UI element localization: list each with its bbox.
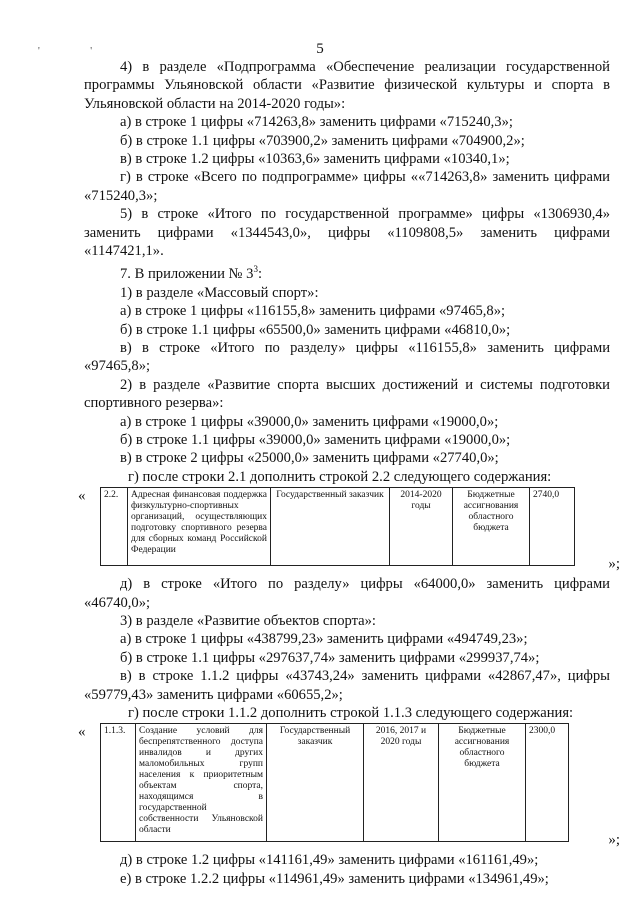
cell-years: 2014-2020 годы (390, 488, 453, 566)
cell-number: 1.1.3. (101, 724, 136, 842)
table-row-2-2 (100, 487, 575, 566)
item-3b: б) в строке 1.1 цифры «297637,74» заменить цифрами «299937,74»; (120, 649, 540, 666)
inserted-row-1-1-3 (78, 723, 620, 851)
item-2a: а) в строке 1 цифры «39000,0» заменить цифрами «19000,0»; (120, 413, 499, 430)
section-3: 3) в разделе «Развитие объектов спорта»: (120, 613, 376, 630)
paragraph-7 (84, 260, 610, 283)
item-1b: б) в строке 1.1 цифры «65500,0» заменить цифрами «46810,0»; (120, 321, 511, 338)
item-4b: б) в строке 1.1 цифры «703900,2» заменить цифрами «704900,2»; (120, 132, 525, 149)
paragraph-7-sup: 3 (253, 264, 258, 275)
paragraph-7-text: 7. В приложении № 3 (120, 266, 254, 283)
paragraph-7-colon: : (257, 266, 262, 283)
cell-customer: Государственный заказчик (267, 724, 364, 842)
close-quote: »; (608, 555, 620, 572)
cell-years: 2016, 2017 и 2020 годы (364, 724, 439, 842)
paragraph-4: 4) в разделе «Подпрограмма «Обеспечение реализации государственной программы Ульяновской области «Развитие физической культуры и спорта в Ульяновской области на 2014-2020 годы»: (84, 59, 610, 112)
close-quote: »; (608, 832, 620, 849)
document-body (78, 58, 620, 888)
cell-amount: 2740,0 (530, 488, 575, 566)
cell-description: Адресная финансовая поддержка физкультурно-спортивных организаций, осуществляющих подготовку спортивного резерва для сборных команд Российской Федерации (128, 488, 271, 566)
section-1: 1) в разделе «Массовый спорт»: (120, 284, 319, 301)
item-4d: г) в строке «Всего по подпрограмме» цифры ««714263,8» заменить цифрами «715240,3»; (84, 169, 610, 204)
item-4a: а) в строке 1 цифры «714263,8» заменить цифрами «715240,3»; (120, 114, 513, 131)
item-2e: д) в строке «Итого по разделу» цифры «64000,0» заменить цифрами «46740,0»; (84, 576, 610, 611)
paragraph-5: 5) в строке «Итого по государственной программе» цифры «1306930,4» заменить цифрами «1344543,0», цифры «1109808,5» заменить цифрами «1147421,1». (84, 206, 610, 260)
item-2c: в) в строке 2 цифры «25000,0» заменить цифрами «27740,0»; (120, 450, 499, 467)
item-3f: е) в строке 1.2.2 цифры «114961,49» заменить цифрами «134961,49»; (120, 870, 549, 887)
item-3c: в) в строке 1.1.2 цифры «43743,24» заменить цифрами «42867,47», цифры «59779,43» заменить цифрами «60655,2»; (84, 668, 610, 703)
cell-number: 2.2. (101, 488, 128, 566)
open-quote: « (78, 488, 86, 505)
item-3a: а) в строке 1 цифры «438799,23» заменить цифрами «494749,23»; (120, 631, 528, 648)
page-number: 5 (316, 41, 324, 57)
item-2b: б) в строке 1.1 цифры «39000,0» заменить цифрами «19000,0»; (120, 431, 511, 448)
section-2: 2) в разделе «Развитие спорта высших достижений и системы подготовки спортивного резерва»: (84, 376, 610, 412)
cell-amount: 2300,0 (526, 724, 569, 842)
item-4c: в) в строке 1.2 цифры «10363,6» заменить цифрами «10340,1»; (120, 151, 510, 168)
open-quote: « (78, 724, 86, 741)
item-1c: в) в строке «Итого по разделу» цифры «116155,8» заменить цифрами «97465,8»; (84, 339, 610, 375)
item-1a: а) в строке 1 цифры «116155,8» заменить цифрами «97465,8»; (120, 303, 506, 320)
cell-funding-source: Бюджетные ассигнования областного бюджета (453, 488, 530, 566)
item-3d: г) после строки 1.1.2 дополнить строкой 1.1.3 следующего содержания: (128, 705, 574, 722)
item-3e: д) в строке 1.2 цифры «141161,49» заменить цифрами «161161,49»; (120, 852, 539, 869)
inserted-row-2-2 (78, 487, 620, 575)
item-2d: г) после строки 2.1 дополнить строкой 2.2 следующего содержания: (128, 468, 552, 485)
cell-customer: Государственный заказчик (271, 488, 390, 566)
cell-funding-source: Бюджетные ассигнования областного бюджета (439, 724, 526, 842)
scan-specks: ' ' (38, 46, 117, 57)
cell-description: Создание условий для беспрепятственного доступа инвалидов и других маломобильных групп населения к приоритетным объектам спорта, находящимся в государственной собственности Ульяновской области (136, 724, 267, 842)
table-row-1-1-3 (100, 723, 569, 842)
